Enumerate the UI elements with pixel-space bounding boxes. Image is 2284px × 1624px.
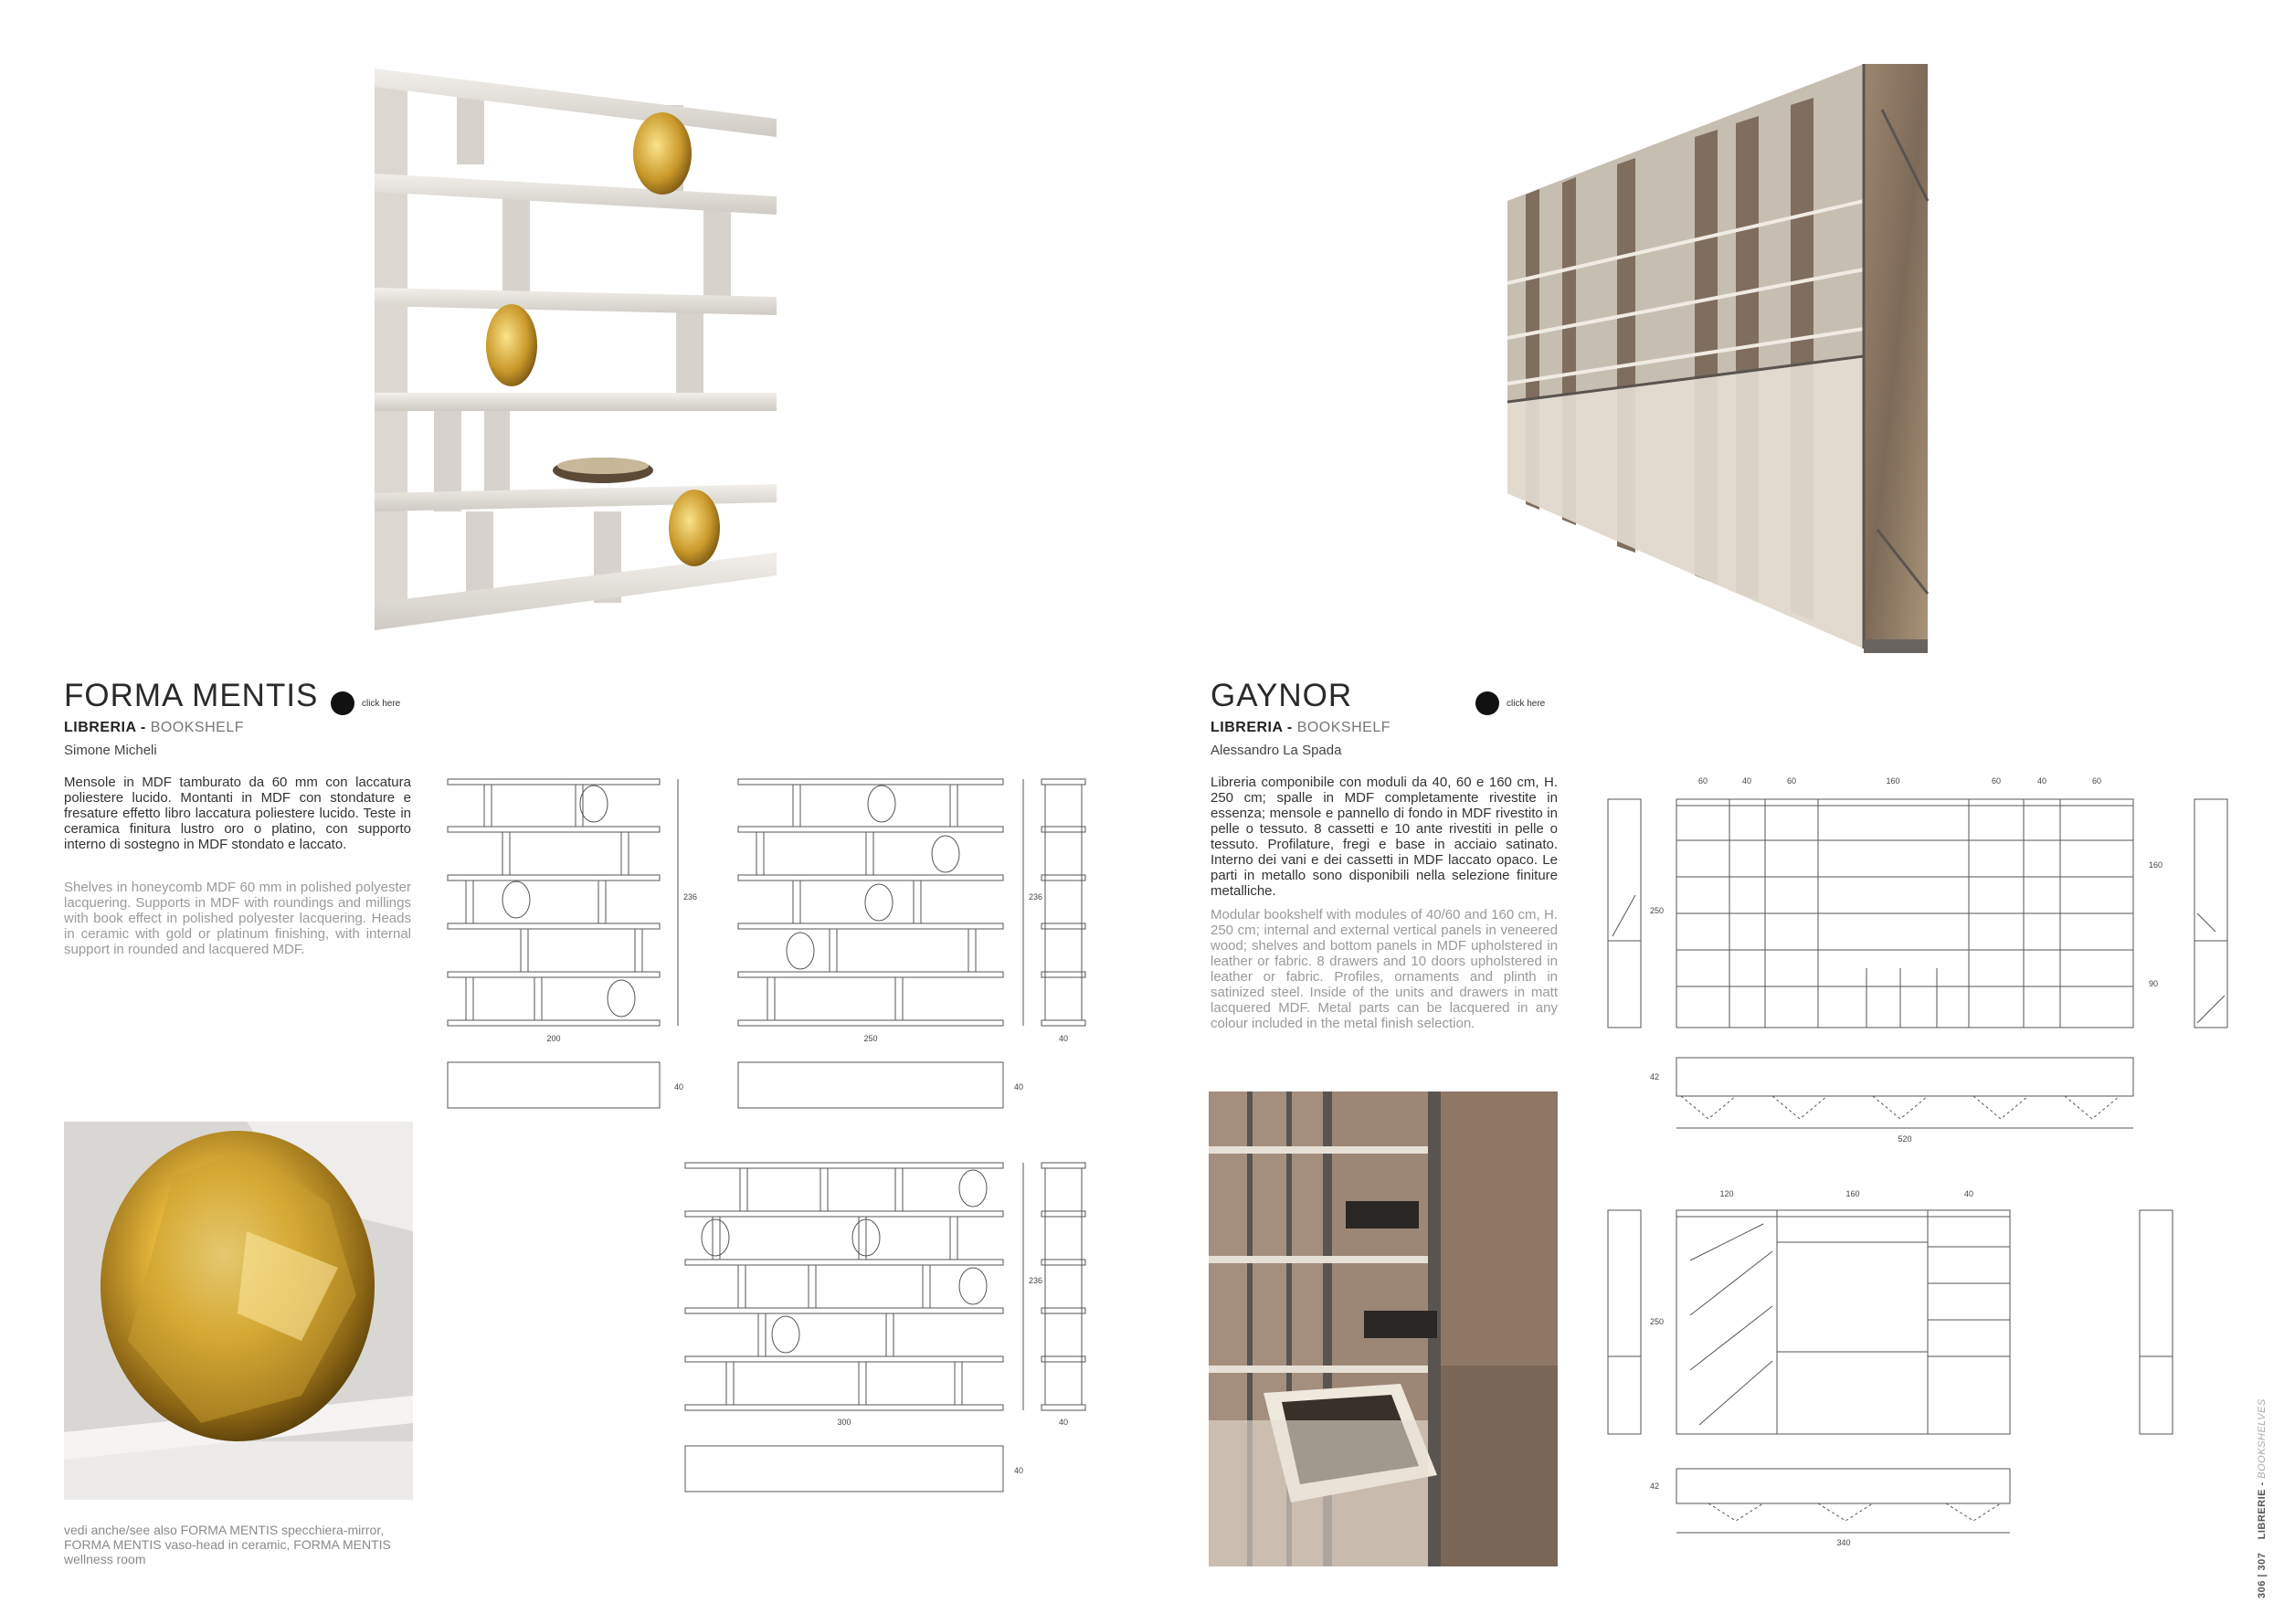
dim-height-2: 236 (1029, 892, 1043, 902)
dim-top-0: 60 (1697, 776, 1708, 786)
gaynor-category: LIBRERIA - BOOKSHELF (1211, 720, 1390, 735)
dim-top-5: 40 (2036, 776, 2047, 786)
dim-height-250-b: 250 (1650, 1317, 1665, 1326)
gaynor-description-en: Modular bookshelf with modules of 40/60 and 160 cm, H. 250 cm; internal and external vertical panels in veneered wood; shelves and bottom panels in MDF upholstered in leather or fabric. 8 drawers and 10 doors upholstered in leather or fabric. Profiles, ornaments and plinth in satinized steel. Inside of the units and drawers in matt lacquered MDF. Metal parts can be lacquered in any colour included in the metal finish selection. (1211, 907, 1558, 1031)
gaynor-click-here[interactable]: click here (1475, 691, 1545, 715)
drawing-200 (448, 779, 678, 1108)
forma-mentis-photo (365, 55, 795, 649)
gaynor-photo (1498, 55, 1937, 658)
dim-bottom-2: 40 (1963, 1189, 1974, 1198)
forma-mentis-drawings (439, 772, 1096, 1493)
dim-base-3: 40 (1014, 1466, 1024, 1475)
dim-total-520: 520 (1898, 1134, 1912, 1144)
dim-top-3: 160 (1886, 776, 1900, 786)
forma-mentis-click-here[interactable]: click here (331, 691, 400, 715)
see-also: vedi anche/see also FORMA MENTIS specchiera-mirror, FORMA MENTIS vaso-head in ceramic, FORMA MENTIS wellness room (64, 1523, 391, 1566)
section-label: LIBRERIE - (2257, 1482, 2268, 1540)
gaynor-title: GAYNOR (1211, 678, 1353, 713)
dim-base-2: 40 (1014, 1082, 1024, 1091)
drawing-300 (685, 1163, 1085, 1492)
dim-plinth: 42 (1650, 1072, 1660, 1081)
dim-top-2: 60 (1786, 776, 1797, 786)
dim-top-6: 60 (2091, 776, 2102, 786)
gaynor-dim-labels (1650, 776, 2162, 1547)
gold-head-photo (64, 1122, 413, 1500)
dim-height-3: 236 (1029, 1276, 1043, 1285)
dim-bottom-1: 160 (1845, 1189, 1860, 1198)
dim-side-160: 160 (2149, 860, 2163, 870)
page-numbers: 306 | 307 (2257, 1552, 2268, 1598)
gaynor-designer: Alessandro La Spada (1211, 743, 1342, 758)
section-label-en: BOOKSHELVES (2257, 1398, 2268, 1479)
dim-depth-2: 40 (1058, 1418, 1069, 1427)
forma-mentis-description-en: Shelves in honeycomb MDF 60 mm in polished polyester lacquering. Supports in MDF with roundings and millings with book effect in polished polyester lacquering. Heads in ceramic with gold or platinum finishing, with internal support in rounded and lacquered MDF. (64, 880, 411, 957)
dim-250: 250 (863, 1034, 878, 1043)
dim-200: 200 (546, 1034, 561, 1043)
dim-top-1: 40 (1741, 776, 1752, 786)
click-dot-icon (1475, 691, 1499, 715)
gaynor-detail-photo (1209, 1091, 1558, 1566)
dim-height-1: 236 (683, 892, 698, 902)
dim-base-1: 40 (674, 1082, 684, 1091)
page-footer (2257, 1398, 2268, 1598)
gaynor-description-it: Libreria componibile con moduli da 40, 60 e 160 cm, H. 250 cm; spalle in MDF completamente rivestite in essenza; mensole e pannello di fondo in MDF rivestito in pelle o tessuto. 8 cassetti e 10 ante rivestiti in pelle o tessuto. Profilature, fregi e base in acciaio satinato. Interno dei vani e dei cassetti in MDF laccato opaco. Le parti in metallo sono disponibili nella selezione finiture metalliche. (1211, 775, 1558, 899)
dim-bottom-0: 120 (1719, 1189, 1734, 1198)
dim-plinth-b: 42 (1650, 1482, 1660, 1491)
dim-total-340: 340 (1836, 1538, 1851, 1547)
gaynor-drawings (1599, 767, 2238, 1553)
forma-mentis-title: FORMA MENTIS (64, 678, 319, 713)
forma-mentis-description-it: Mensole in MDF tamburato da 60 mm con laccatura poliestere lucido. Montanti in MDF con stondature e fresature effetto libro laccatura poliestere lucido. Teste in ceramica finitura lustro oro o platino, con supporto interno di sostegno in MDF stondato e laccato. (64, 775, 411, 852)
drawing-250 (738, 779, 1085, 1108)
dim-side-90: 90 (2149, 979, 2159, 988)
forma-mentis-designer: Simone Micheli (64, 743, 157, 758)
dim-top-4: 60 (1991, 776, 2002, 786)
forma-mentis-category: LIBRERIA - BOOKSHELF (64, 720, 244, 735)
dim-300: 300 (837, 1418, 851, 1427)
dim-height-250: 250 (1650, 906, 1665, 915)
dim-depth-1: 40 (1058, 1034, 1069, 1043)
click-dot-icon (331, 691, 354, 715)
